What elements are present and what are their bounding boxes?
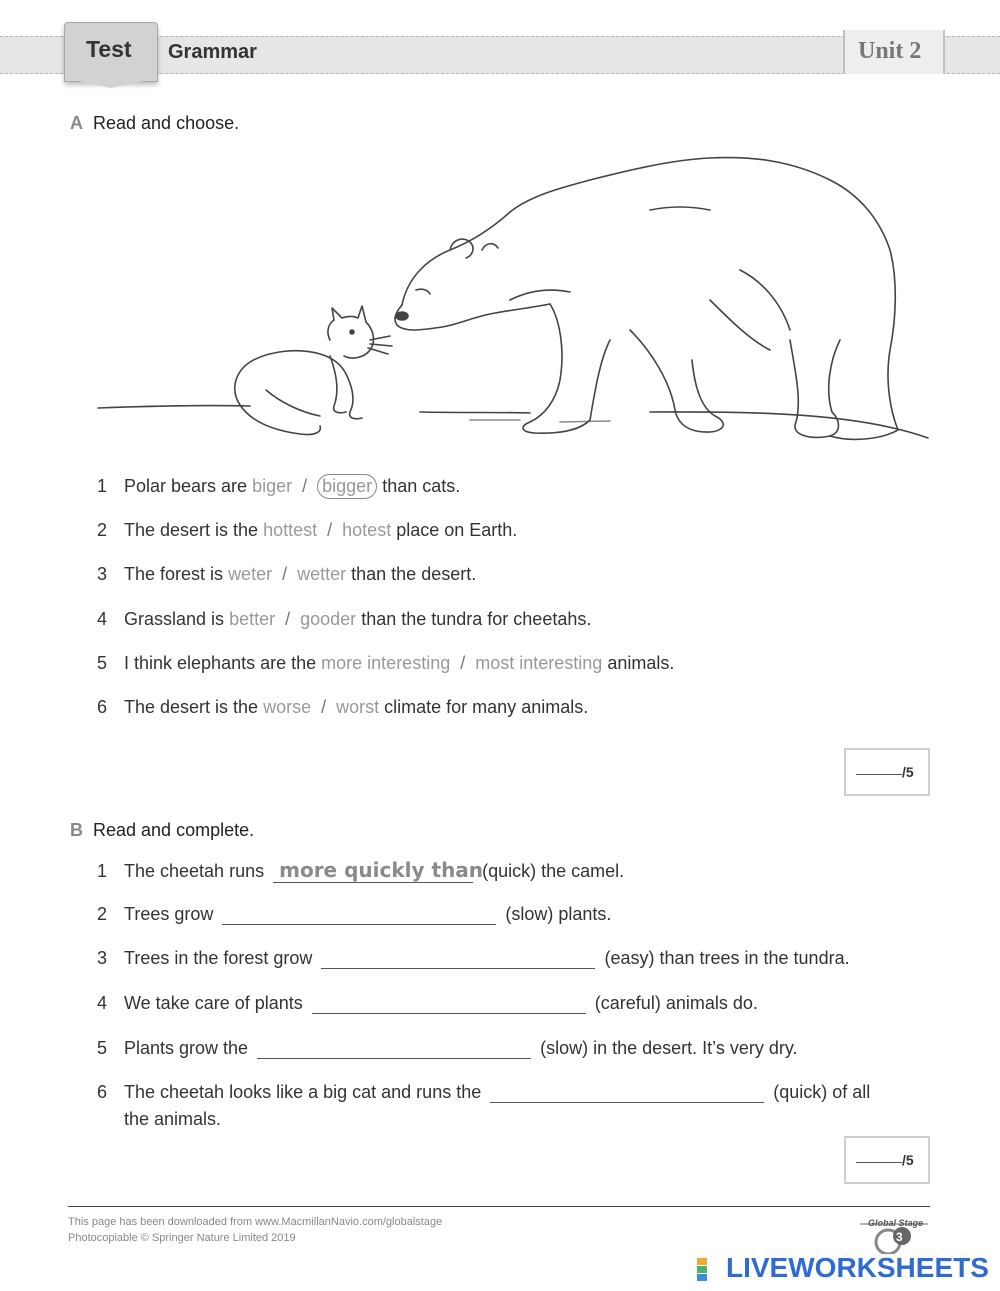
item-number: 2 <box>97 520 108 540</box>
section-b-title <box>70 820 254 841</box>
choice-option-2[interactable]: worst <box>336 697 380 717</box>
item-text-after: place on Earth. <box>396 520 518 540</box>
item-text-after: climate for many animals. <box>384 697 589 717</box>
item-text-before: I think elephants are the <box>124 653 317 673</box>
item-number: 5 <box>97 653 108 673</box>
item-text-before: Trees in the forest grow <box>124 948 313 968</box>
item-text-after: (slow) in the desert. It’s very dry. <box>540 1038 798 1058</box>
item-text-after: (careful) animals do. <box>594 993 758 1013</box>
choice-option-1[interactable]: weter <box>228 564 273 584</box>
item-number: 3 <box>97 564 108 584</box>
item-number: 1 <box>97 861 108 881</box>
item-text-before: We take care of plants <box>124 993 303 1013</box>
item-text-after: than the tundra for cheetahs. <box>361 609 592 629</box>
score-blank[interactable] <box>856 1162 902 1163</box>
score-total: /5 <box>902 1152 914 1168</box>
item-number: 5 <box>97 1038 108 1058</box>
choice-option-2-selected[interactable]: bigger <box>317 474 377 499</box>
choice-option-1[interactable]: hottest <box>263 520 318 540</box>
answer-field[interactable] <box>257 1040 531 1059</box>
item-text-before: Plants grow the <box>124 1038 249 1058</box>
answer-field[interactable] <box>222 906 496 925</box>
item-text-after: (quick) the camel. <box>482 861 625 881</box>
item-number: 6 <box>97 697 108 717</box>
list-item: 5 I think elephants are the more interesting / most interesting animals. <box>97 653 675 673</box>
polar-bear-and-cat-illustration <box>90 150 930 450</box>
choice-option-1[interactable]: better <box>229 609 276 629</box>
item-text-after: animals. <box>607 653 675 673</box>
item-number: 3 <box>97 948 108 968</box>
item-text-after: (quick) of all <box>773 1082 871 1102</box>
score-blank[interactable] <box>856 774 902 775</box>
list-item: 1 Polar bears are biger / bigger than cats. <box>97 476 460 497</box>
item-text-after: than the desert. <box>351 564 477 584</box>
section-b-instruction: Read and complete. <box>93 820 255 840</box>
score-box-a <box>844 748 930 796</box>
footer-download-note: This page has been downloaded from www.MacmillanNavio.com/globalstage <box>68 1216 443 1228</box>
liveworksheets-logo-text: LIVEWORKSHEETS <box>726 1252 989 1283</box>
list-item <box>97 904 611 925</box>
choice-option-1[interactable]: worse <box>263 697 312 717</box>
answer-field[interactable] <box>321 950 595 969</box>
choice-option-1[interactable]: biger <box>252 476 293 496</box>
item-text-after: than cats. <box>382 476 461 496</box>
list-item <box>97 993 758 1014</box>
list-item <box>97 858 624 883</box>
item-text-before: The desert is the <box>124 697 259 717</box>
list-item: 2 The desert is the hottest / hotest place on Earth. <box>97 520 518 540</box>
item-text-before: Polar bears are <box>124 476 248 496</box>
test-label: Test <box>86 36 132 62</box>
liveworksheets-logo-icon <box>697 1258 721 1282</box>
item-text-before: Grassland is <box>124 609 225 629</box>
answer-field[interactable] <box>312 995 586 1014</box>
section-b-letter: B <box>70 820 83 840</box>
item-text-after: (easy) than trees in the tundra. <box>604 948 850 968</box>
score-total: /5 <box>902 764 914 780</box>
list-item <box>97 948 850 969</box>
section-a-instruction: Read and choose. <box>93 113 240 133</box>
item-number: 4 <box>97 993 108 1013</box>
list-item <box>97 1082 870 1103</box>
global-stage-number: 3 <box>896 1230 903 1244</box>
item-text-before: The cheetah runs <box>124 861 265 881</box>
list-item: 4 Grassland is better / gooder than the tundra for cheetahs. <box>97 609 592 629</box>
global-stage-label: Global Stage <box>868 1218 924 1228</box>
item-text-before: Trees grow <box>124 904 214 924</box>
list-item <box>97 1038 798 1059</box>
item-continuation: the animals. <box>124 1109 222 1129</box>
answer-field[interactable] <box>490 1084 764 1103</box>
choice-option-2[interactable]: most interesting <box>475 653 603 673</box>
item-number: 6 <box>97 1082 108 1102</box>
score-box-b <box>844 1136 930 1184</box>
list-item: 6 The desert is the worse / worst climate for many animals. <box>97 697 589 717</box>
item-number: 4 <box>97 609 108 629</box>
page-title: Grammar <box>168 41 257 63</box>
footer-rule <box>68 1206 930 1207</box>
choice-option-2[interactable]: wetter <box>297 564 347 584</box>
list-item: 3 The forest is weter / wetter than the desert. <box>97 564 477 584</box>
choice-option-1[interactable]: more interesting <box>321 653 451 673</box>
section-a-title <box>70 113 239 134</box>
unit-label: Unit 2 <box>858 38 922 64</box>
item-text-before: The cheetah looks like a big cat and runs the <box>124 1082 482 1102</box>
choice-option-2[interactable]: hotest <box>342 520 392 540</box>
footer-copyright: Photocopiable © Springer Nature Limited 2019 <box>68 1232 296 1244</box>
item-text-before: The forest is <box>124 564 224 584</box>
choice-option-2[interactable]: gooder <box>300 609 357 629</box>
answer-field[interactable]: more quickly than <box>273 858 473 883</box>
item-text-after: (slow) plants. <box>505 904 612 924</box>
item-text-before: The desert is the <box>124 520 259 540</box>
test-tab-notch <box>64 78 158 88</box>
section-a-letter: A <box>70 113 83 133</box>
item-number: 1 <box>97 476 108 496</box>
item-number: 2 <box>97 904 108 924</box>
